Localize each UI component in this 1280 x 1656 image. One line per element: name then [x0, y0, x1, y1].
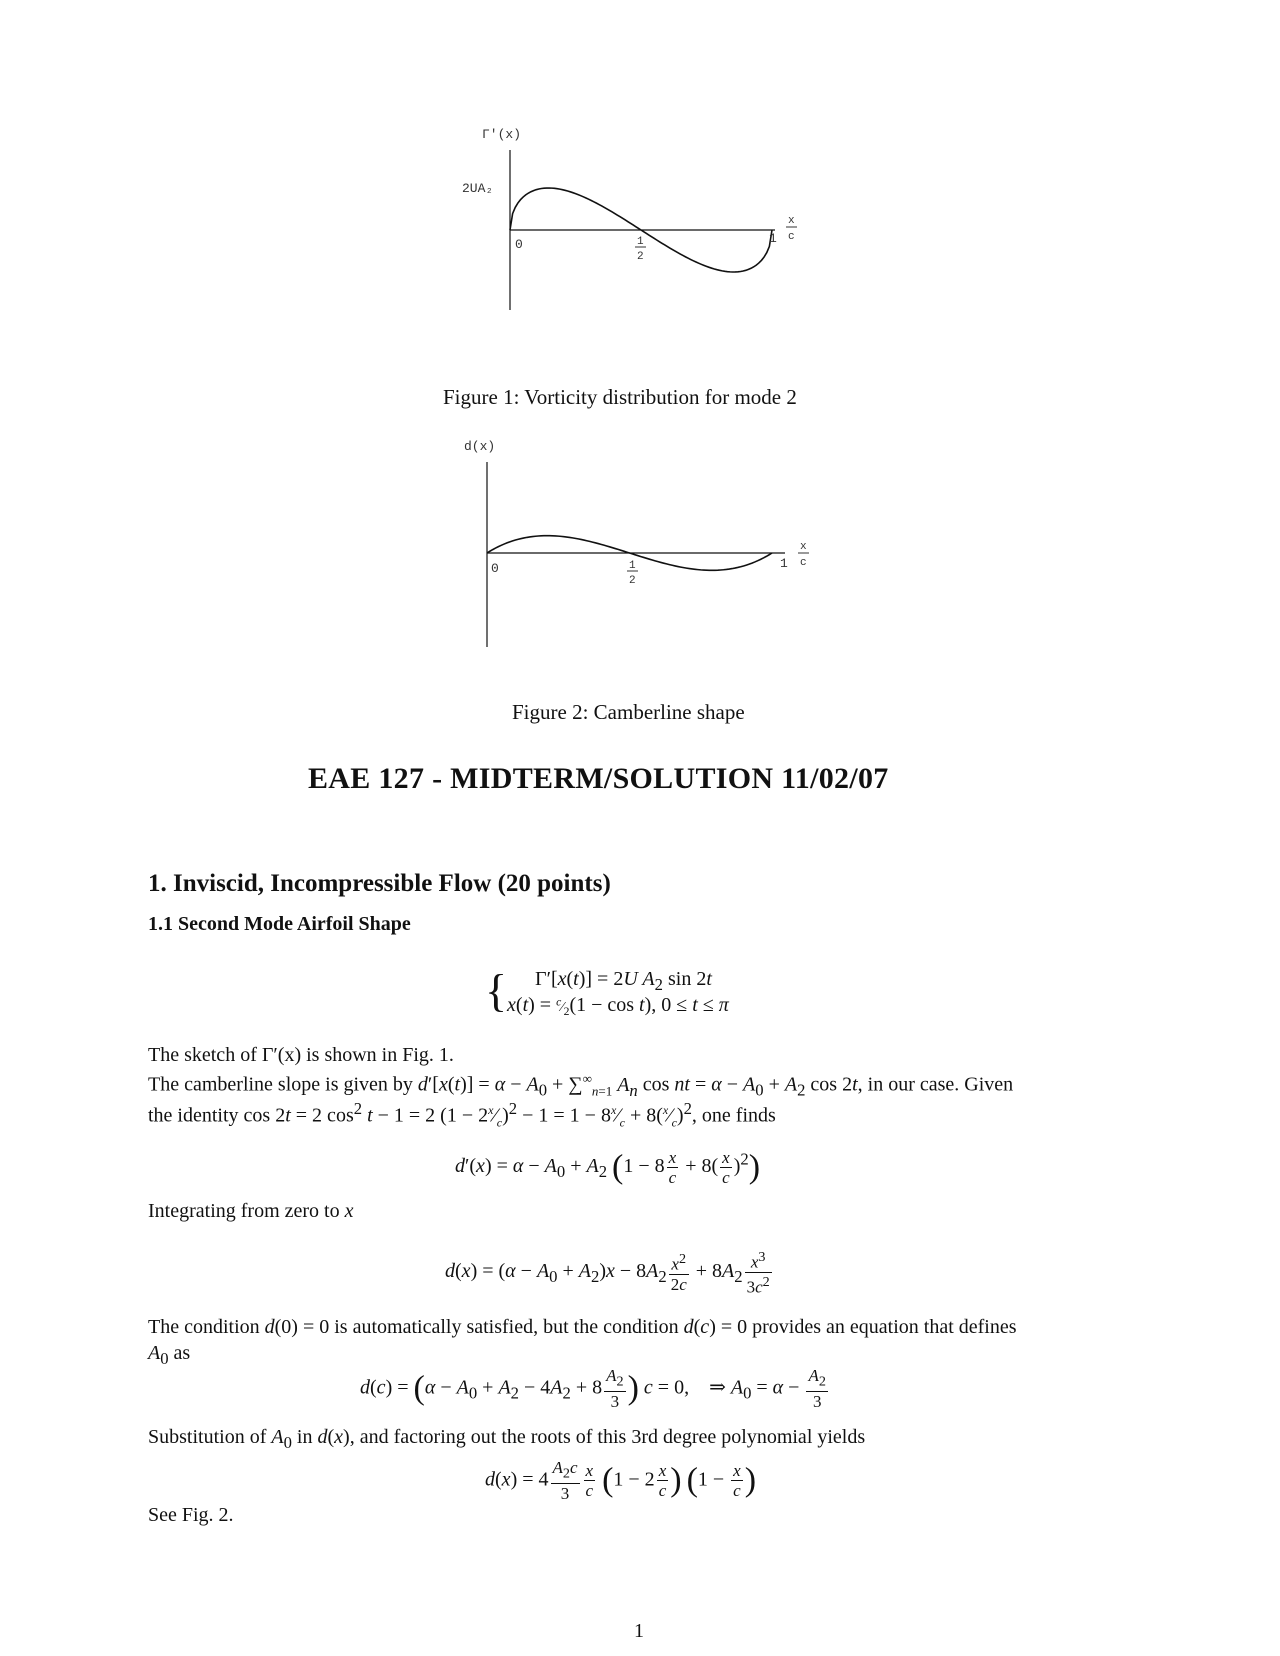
- fig2-origin: 0: [491, 561, 499, 576]
- fig2-xlabel-num: x: [800, 541, 807, 553]
- page-number: 1: [634, 1620, 644, 1642]
- figure-2-caption: Figure 2: Camberline shape: [512, 700, 745, 724]
- fig1-half-num: 1: [637, 236, 644, 248]
- fig2-xlabel-den: c: [800, 557, 807, 569]
- paragraph-4: Integrating from zero to x: [148, 1200, 354, 1222]
- figure-1-caption: Figure 1: Vorticity distribution for mode 2: [443, 385, 797, 409]
- paragraph-1: The sketch of Γ′(x) is shown in Fig. 1.: [148, 1044, 454, 1066]
- fig1-half-den: 2: [637, 251, 644, 263]
- fig2-ylabel: d(x): [464, 439, 496, 454]
- fig1-ytick: 2UA₂: [462, 181, 494, 196]
- equation-dx: $d(x) = (\alpha - A_0 + A_2)x - 8A_2$ $\frac{x^2}{2c}$ + $8A_2$ $\frac{x^3}{3c^2}$: [445, 1249, 770, 1297]
- p5-end: as: [168, 1342, 191, 1364]
- page-title: EAE 127 - MIDTERM/SOLUTION 11/02/07: [308, 762, 889, 795]
- equation-dc: $d(c) = (\alpha - A_0 + A_2 - 4A_2 + 8$ $\frac{A_2}{3}$ ) c = 0, ⇒ $A_0 = \alpha$ − $\frac{A_2}{3}$: [360, 1366, 826, 1412]
- equation-dprime: $d'(x) = \alpha - A_0 + A_2$ (1 − 8 $\frac{x}{c}$ + 8( $\frac{x}{c}$ )$^2$): [455, 1148, 761, 1187]
- p6-tail: , and factoring out the roots of this 3rd degree polynomial yields: [349, 1426, 866, 1448]
- p3-tail: , one finds: [691, 1104, 776, 1127]
- fig1-origin: 0: [515, 237, 523, 252]
- paragraph-3: the identity cos 2t = 2 $\cos^2 t - 1 = 2$ $(1 - 2^x⁄_c)^2 - 1 = 1$ − $8^x⁄_c$ + $8(^x⁄_c)^2$, one finds: [148, 1099, 776, 1130]
- fig1-one: 1: [769, 231, 777, 246]
- p3-lead: the identity: [148, 1104, 244, 1127]
- equation-dx-factored: d(x) = 4 $\frac{A_2c}{3}$ $\frac{x}{c}$ (1 − 2 $\frac{x}{c}$ ) (1 − $\frac{x}{c}$ ): [485, 1458, 757, 1504]
- fig1-xlabel-num: x: [788, 215, 795, 227]
- fig1-ylabel: Γ'(x): [482, 127, 522, 142]
- paragraph-7: See Fig. 2.: [148, 1504, 234, 1526]
- paragraph-2: The camberline slope is given by $d'[x(t)] = \alpha - A_0 + \sum^\infty_{n=1}$ $A_n$ cos nt = $\alpha - A_0 + A_2$ cos 2t, in our case. Given: [148, 1071, 1014, 1100]
- p5-tail: provides an equation that defines: [747, 1316, 1017, 1338]
- paragraph-5: The condition d(0) = 0 is automatically satisfied, but the condition d(c) = 0 provides an equation that defines $A_0$ as: [148, 1316, 1017, 1368]
- p6-mid: in: [291, 1426, 318, 1448]
- paragraph-6: Substitution of $A_0$ in d(x), and factoring out the roots of this 3rd degree polynomial yields: [148, 1426, 866, 1452]
- fig2-half-num: 1: [629, 560, 636, 572]
- p2-lead: The camberline slope is given by: [148, 1073, 418, 1096]
- p6-lead: Substitution of: [148, 1426, 272, 1448]
- p5-mid: is automatically satisfied, but the condition: [329, 1316, 684, 1338]
- figure-1-plot: [430, 120, 830, 330]
- fig1-xlabel-den: c: [788, 231, 795, 243]
- fig2-half-den: 2: [629, 575, 636, 587]
- section-heading: 1. Inviscid, Incompressible Flow (20 points): [148, 870, 611, 897]
- p2-tail: , in our case. Given: [857, 1073, 1014, 1096]
- fig2-one: 1: [780, 556, 788, 571]
- p5-lead: The condition: [148, 1316, 265, 1338]
- figure-2-plot: [430, 432, 830, 652]
- p4-lead: Integrating from zero to: [148, 1200, 345, 1222]
- subsection-heading: 1.1 Second Mode Airfoil Shape: [148, 913, 411, 935]
